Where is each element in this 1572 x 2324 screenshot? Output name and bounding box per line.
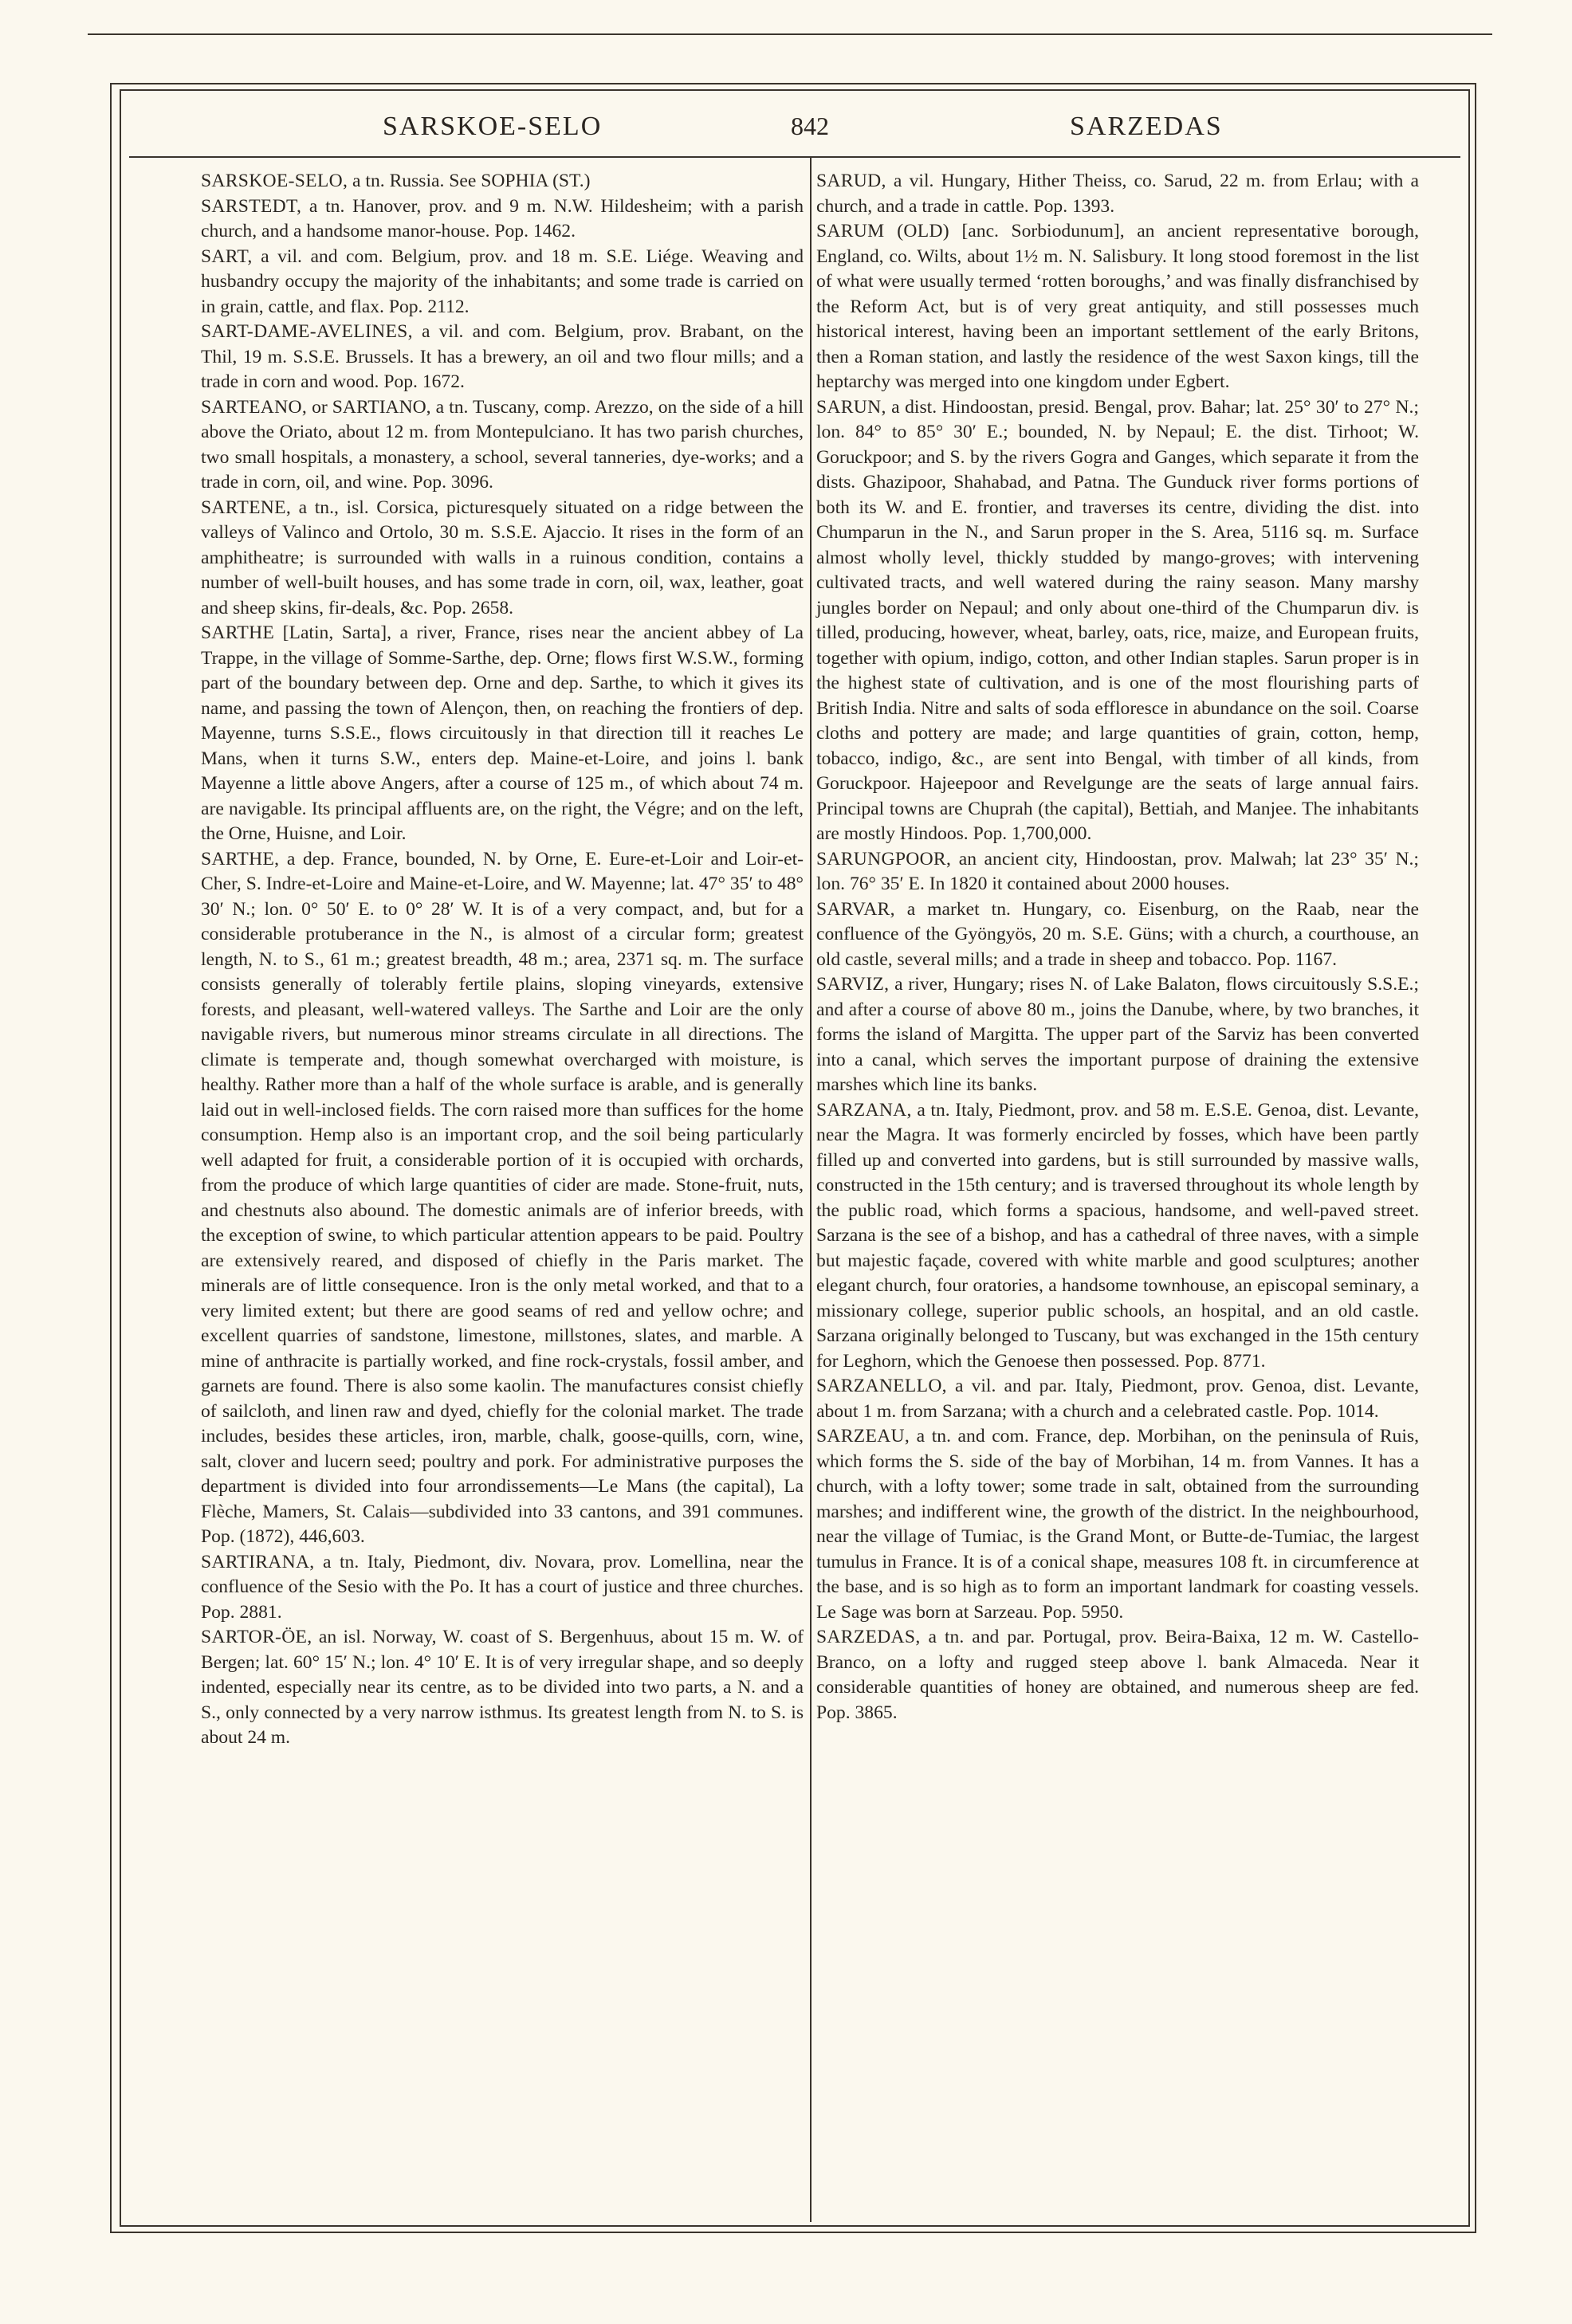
entry-text: a tn. and par. Portugal, prov. Beira-Baixa, 12 m. W. Castello-Branco, on a lofty and rugged steep above l. bank Almaceda. Near it considerable quantities of honey are obtained, and numerous sheep are fed. Pop. 3865. (816, 1627, 1419, 1723)
entry-headword: SARZEDAS, (816, 1627, 921, 1647)
entry (816, 395, 1419, 847)
entry-headword: SARUD, (816, 171, 886, 191)
entry (201, 320, 804, 395)
entry-headword: SART-DAME-AVELINES, (201, 321, 413, 342)
entry (201, 395, 804, 496)
page-number: 842 (791, 112, 829, 140)
entry-headword: SARTOR-ÖE, (201, 1627, 312, 1647)
entry-headword: SARZANELLO, (816, 1376, 947, 1396)
entry-headword: SARUM (OLD) (816, 221, 949, 241)
entry-text: [Latin, Sarta], a river, France, rises near the ancient abbey of La Trappe, in the village of Somme-Sarthe, dep. Orne; flows first W.S.W., forming part of the boundary between dep. Orne and dep. Sarthe, to which it gives its name, and passing the town of Alençon, then, on reaching the frontiers of dep. Mayenne, turns S.S.E., flows circuitously in that direction till it reaches Le Mans, when it turns S.W., enters dep. Maine-et-Loire, and joins l. bank Mayenne a little above Angers, after a course of 125 m., of which about 74 m. are navigable. Its principal affluents are, on the right, the Végre; and on the left, the Orne, Huisne, and Loir. (201, 622, 804, 844)
entry-headword: SARVIZ, (816, 974, 890, 995)
entry-headword: SARTENE, (201, 497, 292, 518)
entry-text: a dep. France, bounded, N. by Orne, E. Eure-et-Loir and Loir-et-Cher, S. Indre-et-Loire and Maine-et-Loire, and W. Mayenne; lat. 47° 35′ to 48° 30′ N.; lon. 0° 50′ E. to 0° 28′ W. It is of a very compact, and, but for a considerable protuberance in the N., is almost of a circular form; greatest length, N. to S., 61 m.; greatest breadth, 48 m.; area, 2371 sq. m. The surface consists generally of tolerably fertile plains, sloping vineyards, extensive forests, and pleasant, well-watered valleys. The Sarthe and Loir are the only navigable rivers, but numerous minor streams circulate in all directions. The climate is temperate and, though somewhat overcharged with moisture, is healthy. Rather more than a half of the whole surface is arable, and is generally laid out in well-inclosed fields. The corn raised more than suffices for the home consumption. Hemp also is an important crop, and the soil being particularly well adapted for fruit, a considerable portion of it is occupied with orchards, from the produce of which large quantities of cider are made. Stone-fruit, nuts, and chestnuts also abound. The domestic animals are of inferior breeds, with the exception of swine, to which particular attention appears to be paid. Poultry are extensively reared, and disposed of chiefly in the Paris market. The minerals are of little consequence. Iron is the only metal worked, and that to a very limited extent; but there are good seams of red and yellow ochre; and excellent quarries of sandstone, limestone, millstones, slates, and marble. A mine of anthracite is partially worked, and fine rock-crystals, fossil amber, and garnets are found. There is also some kaolin. The manufactures consist chiefly of sailcloth, and linen raw and dyed, chiefly for the colonial market. The trade includes, besides these articles, iron, marble, chalk, goose-quills, corn, wine, salt, clover and lucern seed; poultry and pork. For administrative purposes the department is divided into four arrondissements—Le Mans (the capital), La Flèche, Mamers, St. Calais—subdivided into 33 cantons, and 391 communes. Pop. (1872), 446,603. (201, 848, 804, 1547)
entry-text: an ancient city, Hindoostan, prov. Malwah; lat 23° 35′ N.; lon. 76° 35′ E. In 1820 it contained about 2000 houses. (816, 848, 1419, 894)
entry-headword: SART, (201, 245, 253, 267)
header-left-title: SARSKOE-SELO (383, 112, 603, 141)
entry (816, 1625, 1419, 1725)
entry-text: a vil. and com. Belgium, prov. Brabant, on the Thil, 19 m. S.S.E. Brussels. It has a brewery, an oil and two flour mills; and a trade in corn and wood. Pop. 1672. (201, 321, 804, 392)
entry (201, 194, 804, 245)
entry-text: a vil. and par. Italy, Piedmont, prov. Genoa, dist. Levante, about 1 m. from Sarzana; with a church and a celebrated castle. Pop. 1014. (816, 1376, 1419, 1422)
entry (201, 245, 804, 320)
entry-text: a tn. Russia. See SOPHIA (ST.) (348, 171, 591, 191)
entry (201, 1625, 804, 1751)
entry-headword: SARVAR, (816, 898, 895, 920)
entry (816, 1098, 1419, 1375)
entry-headword: SARZEAU, (816, 1426, 910, 1447)
entry-headword: SARSKOE-SELO, (201, 171, 348, 191)
top-rule (88, 33, 1492, 35)
entry-headword: SARTEANO, (201, 396, 308, 418)
entry-text: an isl. Norway, W. coast of S. Bergenhuus, about 15 m. W. of Bergen; lat. 60° 15′ N.; lon. 4° 10′ E. It is of very irregular shape, and so deeply indented, especially near its centre, as to be divided into two parts, a N. and a S., only connected by a very narrow isthmus. Its greatest length from N. to S. is about 24 m. (201, 1627, 804, 1748)
entry (816, 219, 1419, 395)
entry-headword: SARUN, (816, 396, 886, 418)
entry-headword: SARZANA, (816, 1099, 912, 1121)
entry (201, 496, 804, 622)
running-header (136, 112, 1454, 151)
entry-text: [anc. Sorbiodunum], an ancient representative borough, England, co. Wilts, about 1½ m. N. Salisbury. It long stood foremost in the list of what were usually termed ‘rotten boroughs,’ and was finally disfranchised by the Reform Act, but is of very great antiquity, and still possesses much historical interest, having been an important settlement of the early Britons, then a Roman station, and lastly the residence of the west Saxon kings, till the heptarchy was merged into one kingdom under Egbert. (816, 221, 1419, 392)
entry-text: a river, Hungary; rises N. of Lake Balaton, flows circuitously S.S.E.; and after a course of above 80 m., joins the Danube, where, by two branches, it forms the island of Margitta. The upper part of the Sarviz has been converted into a canal, which serves the important purpose of draining the extensive marshes which line its banks. (816, 974, 1419, 1095)
entry (201, 621, 804, 847)
entry-text: a tn. Hanover, prov. and 9 m. N.W. Hildesheim; with a parish church, and a handsome manor-house. Pop. 1462. (201, 195, 804, 241)
entry-text: a tn., isl. Corsica, picturesquely situated on a ridge between the valleys of Valinco and Ortolo, 30 m. S.S.E. Ajaccio. It rises in the form of an amphitheatre; is surrounded with walls in a ruinous condition, contains a number of well-built houses, and has some trade in corn, oil, wax, leather, goat and sheep skins, fir-deals, &c. Pop. 2658. (201, 497, 804, 618)
entry (816, 169, 1419, 219)
entry-text: a tn. and com. France, dep. Morbihan, on the peninsula of Ruis, which forms the S. side of the bay of Morbihan, 14 m. from Vannes. It has a church, with a lofty tower; some trade in salt, obtained from the surrounding marshes; and indifferent wine, the growth of the district. In the neighbourhood, near the village of Tumiac, is the Grand Mont, or Butte-de-Tumiac, the largest tumulus in France. It is of a conical shape, measures 108 ft. in circumference at the base, and is so high as to form an important landmark for coasting vessels. Le Sage was born at Sarzeau. Pop. 5950. (816, 1426, 1419, 1623)
header-right-title: SARZEDAS (1070, 112, 1223, 141)
entry-headword: SARUNGPOOR, (816, 848, 952, 870)
entry (816, 847, 1419, 897)
entry (816, 1374, 1419, 1424)
entry (201, 847, 804, 1550)
entry-text: a tn. Italy, Piedmont, prov. and 58 m. E.S.E. Genoa, dist. Levante, near the Magra. It was formerly encircled by fosses, which have been partly filled up and converted into gardens, but is still surrounded by massive walls, constructed in the 15th century; and is traversed throughout its whole length by the public road, which forms a spacious, handsome, and well-paved street. Sarzana is the see of a bishop, and has a cathedral of three naves, with a simple but majestic façade, covered with white marble and good sculptures; another elegant church, four oratories, a handsome townhouse, an episcopal seminary, a missionary college, superior public schools, an hospital, and an old castle. Sarzana originally belonged to Tuscany, but was exchanged in the 15th century for Leghorn, which the Genoese then possessed. Pop. 8771. (816, 1099, 1419, 1372)
entry-text: or SARTIANO, a tn. Tuscany, comp. Arezzo, on the side of a hill above the Oriato, about 12 m. from Montepulciano. It has two parish churches, two small hospitals, a monastery, a school, several tanneries, dye-works; and a trade in corn, oil, and wine. Pop. 3096. (201, 396, 804, 493)
entry-text: a market tn. Hungary, co. Eisenburg, on the Raab, near the confluence of the Gyöngyös, 20 m. S.E. Güns; with a church, a courthouse, an old castle, several mills; and a trade in sheep and tobacco. Pop. 1167. (816, 898, 1419, 970)
entry-headword: SARTHE, (201, 848, 280, 870)
entry (816, 972, 1419, 1098)
entry (201, 1550, 804, 1626)
entry-headword: SARSTEDT, (201, 195, 302, 217)
entry-text: a tn. Italy, Piedmont, div. Novara, prov. Lomellina, near the confluence of the Sesio with the Po. It has a court of justice and three churches. Pop. 2881. (201, 1551, 804, 1623)
entry-text: a vil. Hungary, Hither Theiss, co. Sarud, 22 m. from Erlau; with a church, and a trade in cattle. Pop. 1393. (816, 171, 1419, 217)
entry-text: a dist. Hindoostan, presid. Bengal, prov. Bahar; lat. 25° 30′ to 27° N.; lon. 84° to 85° 30′ E.; bounded, N. by Nepaul; E. the dist. Tirhoot; W. Goruckpoor; and S. by the rivers Gogra and Ganges, which separate it from the dists. Ghazipoor, Shahabad, and Patna. The Gunduck river forms portions of both its W. and E. frontier, and traverses its centre, dividing the dist. into Chumparun in the N., and Sarun proper in the S. Area, 5116 sq. m. Surface almost wholly level, thickly studded by mango-groves; with intervening cultivated tracts, and well watered during the rainy season. Many marshy jungles border on Nepaul; and only about one-third of the Chumparun div. is tilled, producing, however, wheat, barley, oats, rice, maize, and European fruits, together with opium, indigo, cotton, and other Indian staples. Sarun proper is in the highest state of cultivation, and is one of the most flourishing parts of British India. Nitre and salts of soda effloresce in abundance on the soil. Coarse cloths and pottery are made; and large quantities of grain, cotton, hemp, tobacco, indigo, &c., are sent into Bengal, with timber of all kinds, from Goruckpoor. Hajeepoor and Revelgunge are the seats of large annual fairs. Principal towns are Chuprah (the capital), Bettiah, and Manjee. The inhabitants are mostly Hindoos. Pop. 1,700,000. (816, 396, 1419, 844)
entry-headword: SARTHE (201, 622, 275, 643)
entry-text: a vil. and com. Belgium, prov. and 18 m. S.E. Liége. Weaving and husbandry occupy the majority of the inhabitants; and some trade is carried on in grain, cattle, and flax. Pop. 2112. (201, 245, 804, 317)
entry (816, 1424, 1419, 1625)
entry-headword: SARTIRANA, (201, 1551, 315, 1572)
entry (816, 897, 1419, 973)
entry (201, 169, 804, 194)
column-divider (810, 158, 812, 2222)
left-column (201, 169, 804, 1751)
right-column (816, 169, 1419, 1725)
header-rule (129, 156, 1460, 158)
